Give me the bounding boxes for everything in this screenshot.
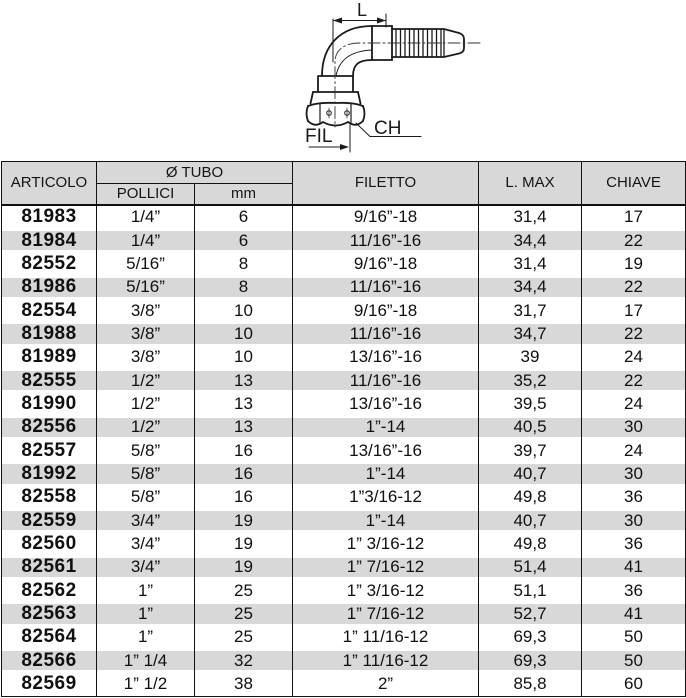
cell-filetto: 9/16”-18 [293,205,479,229]
cell-chiave: 50 [582,649,686,672]
cell-mm: 6 [195,205,293,229]
cell-filetto: 1” 11/16-12 [293,626,479,649]
cell-filetto: 1” 3/16-12 [293,579,479,602]
cell-lmax: 31,4 [479,205,582,229]
cell-articolo: 82558 [2,486,97,509]
cell-chiave: 36 [624,487,643,507]
cell-pollici: 3/4” [97,556,195,579]
cell-chiave: 41 [582,602,686,625]
cell-mm: 6 [195,229,293,252]
table-row [2,602,686,625]
table-row [2,626,686,649]
table-row [2,392,686,415]
cell-pollici: 1/2” [97,416,195,439]
cell-articolo: 82566 [2,649,97,672]
cell-mm: 13 [195,392,293,415]
cell-filetto: 13/16”-16 [293,439,479,462]
cell-pollici: 3/4” [97,532,195,555]
cell-pollici: 1/4” [97,205,195,229]
cell-mm: 38 [195,672,293,696]
cell-mm: 25 [195,626,293,649]
spec-table [1,161,686,697]
cell-mm: 25 [195,602,293,625]
cell-chiave: 22 [582,276,686,299]
cell-chiave: 17 [624,300,643,320]
cell-articolo: 82562 [2,579,97,602]
table-row [2,322,686,345]
cell-pollici: 5/8” [97,439,195,462]
fitting-drawing [0,0,686,161]
cell-lmax: 85,8 [479,672,582,696]
cell-lmax: 39,7 [479,439,582,462]
nut-right-edge [363,106,365,121]
cell-articolo: 82569 [2,672,97,696]
table-header [2,162,686,205]
cell-lmax: 35,2 [479,369,582,392]
cell-pollici: 1” 1/2 [97,672,195,696]
table-body [2,205,686,697]
table-row [2,416,686,439]
cell-mm: 32 [195,649,293,672]
table-row [2,462,686,485]
cell-mm: 10 [195,346,293,369]
cell-lmax: 40,5 [479,416,582,439]
header-filetto: FILETTO [293,162,479,205]
cell-chiave: 30 [582,462,686,485]
cell-lmax: 51,1 [479,579,582,602]
dim-label-length: L [357,0,368,20]
table-row [2,229,686,252]
nut-top-edge [308,103,363,106]
cell-mm: 19 [195,509,293,532]
cell-pollici: 3/8” [97,299,195,322]
cell-articolo: 82561 [2,556,97,579]
cell-lmax: 34,4 [479,229,582,252]
header-mm: mm [195,184,293,205]
table-row [2,649,686,672]
table-row [2,205,686,229]
cell-lmax: 52,7 [479,602,582,625]
cell-lmax: 49,8 [479,486,582,509]
cell-chiave: 22 [582,322,686,345]
cell-lmax: 31,4 [479,252,582,275]
cell-filetto: 1”-14 [293,416,479,439]
table-row [2,276,686,299]
cell-articolo: 81986 [2,276,97,299]
table-row [2,346,686,369]
cell-filetto: 1”-14 [293,509,479,532]
cell-mm: 10 [195,299,293,322]
cell-articolo: 82552 [2,252,97,275]
bend-inner-curve [353,60,372,76]
cell-filetto: 11/16”-16 [293,276,479,299]
cell-filetto: 1” 11/16-12 [293,649,479,672]
cell-lmax: 69,3 [479,626,582,649]
header-tubo-group: Ø TUBO [97,162,293,184]
cell-chiave: 24 [624,393,643,413]
cell-filetto: 9/16”-18 [293,252,479,275]
table-row [2,486,686,509]
cell-lmax: 69,3 [479,649,582,672]
cell-articolo: 81988 [2,322,97,345]
table-row [2,509,686,532]
cell-chiave: 36 [624,580,643,600]
table-row [2,579,686,602]
cell-filetto: 1”-14 [293,462,479,485]
cell-filetto: 13/16”-16 [293,346,479,369]
cell-pollici: 5/16” [97,276,195,299]
cell-articolo: 82556 [2,416,97,439]
cell-mm: 8 [195,276,293,299]
cell-articolo: 82554 [2,299,97,322]
cell-filetto: 2” [293,672,479,696]
header-pollici: POLLICI [97,184,195,205]
cell-chiave: 22 [582,369,686,392]
cell-pollici: 5/16” [97,252,195,275]
cell-pollici: 5/8” [97,462,195,485]
flange-outline [311,92,361,104]
cell-mm: 8 [195,252,293,275]
cell-pollici: 1/4” [97,229,195,252]
neck-outline [313,76,358,92]
table-row [2,556,686,579]
cell-chiave: 22 [582,229,686,252]
table-row [2,252,686,275]
cell-mm: 13 [195,416,293,439]
cell-filetto: 1” 3/16-12 [293,532,479,555]
cell-mm: 25 [195,579,293,602]
cell-filetto: 1” 7/16-12 [293,556,479,579]
centerline [335,43,480,127]
cell-mm: 16 [195,462,293,485]
cell-articolo: 82557 [2,439,97,462]
table-row [2,369,686,392]
cell-mm: 10 [195,322,293,345]
nut-bottom-edge [308,121,363,126]
cell-pollici: 1/2” [97,392,195,415]
cell-chiave: 24 [624,347,643,367]
cell-filetto: 9/16”-18 [293,299,479,322]
cell-lmax: 31,7 [479,299,582,322]
cell-mm: 13 [195,369,293,392]
table-row [2,299,686,322]
cell-pollici: 1/2” [97,369,195,392]
cell-lmax: 39 [479,346,582,369]
cell-articolo: 82563 [2,602,97,625]
cell-pollici: 1” [97,602,195,625]
dim-label-wrench: CH [374,118,402,139]
cell-chiave: 60 [624,674,643,694]
cell-lmax: 51,4 [479,556,582,579]
cell-pollici: 3/4” [97,509,195,532]
cell-articolo: 82559 [2,509,97,532]
header-articolo: ARTICOLO [2,162,97,205]
cell-articolo: 81984 [2,229,97,252]
cell-mm: 19 [195,532,293,555]
cell-pollici: 3/8” [97,346,195,369]
cell-lmax: 34,4 [479,276,582,299]
cell-chiave: 41 [582,556,686,579]
cell-mm: 16 [195,439,293,462]
cell-lmax: 39,5 [479,392,582,415]
table-row [2,532,686,555]
cell-articolo: 81983 [2,205,97,229]
cell-articolo: 81992 [2,462,97,485]
cell-filetto: 11/16”-16 [293,369,479,392]
cell-filetto: 11/16”-16 [293,322,479,345]
cell-chiave: 30 [582,416,686,439]
cell-lmax: 40,7 [479,462,582,485]
cell-chiave: 30 [582,509,686,532]
header-chiave: CHIAVE [582,162,686,205]
nut-left-edge [307,106,309,121]
cell-articolo: 81990 [2,392,97,415]
nut-dimples [327,108,350,118]
cell-articolo: 82564 [2,626,97,649]
cell-filetto: 13/16”-16 [293,392,479,415]
cell-pollici: 5/8” [97,486,195,509]
cell-mm: 16 [195,486,293,509]
cell-pollici: 3/8” [97,322,195,345]
nut-face-lines [320,104,351,123]
cell-lmax: 49,8 [479,532,582,555]
header-lmax: L. MAX [479,162,582,205]
cell-chiave: 36 [624,533,643,553]
cell-articolo: 82555 [2,369,97,392]
dim-label-thread: FIL [305,126,333,147]
cell-chiave: 50 [624,627,643,647]
cell-filetto: 11/16”-16 [293,229,479,252]
elbow-fitting-diagram [0,0,686,161]
cell-pollici: 1” [97,626,195,649]
cell-mm: 19 [195,556,293,579]
cell-chiave: 17 [624,207,643,227]
cell-lmax: 34,7 [479,322,582,345]
cell-chiave: 24 [624,440,643,460]
cell-lmax: 40,7 [479,509,582,532]
cell-articolo: 81989 [2,346,97,369]
cell-pollici: 1” 1/4 [97,649,195,672]
dimension-L [333,14,386,62]
cell-filetto: 1” 7/16-12 [293,602,479,625]
cell-articolo: 82560 [2,532,97,555]
cell-chiave: 19 [624,253,643,273]
cell-filetto: 1”3/16-12 [293,486,479,509]
table-row [2,439,686,462]
table-row [2,672,686,696]
cell-pollici: 1” [97,579,195,602]
